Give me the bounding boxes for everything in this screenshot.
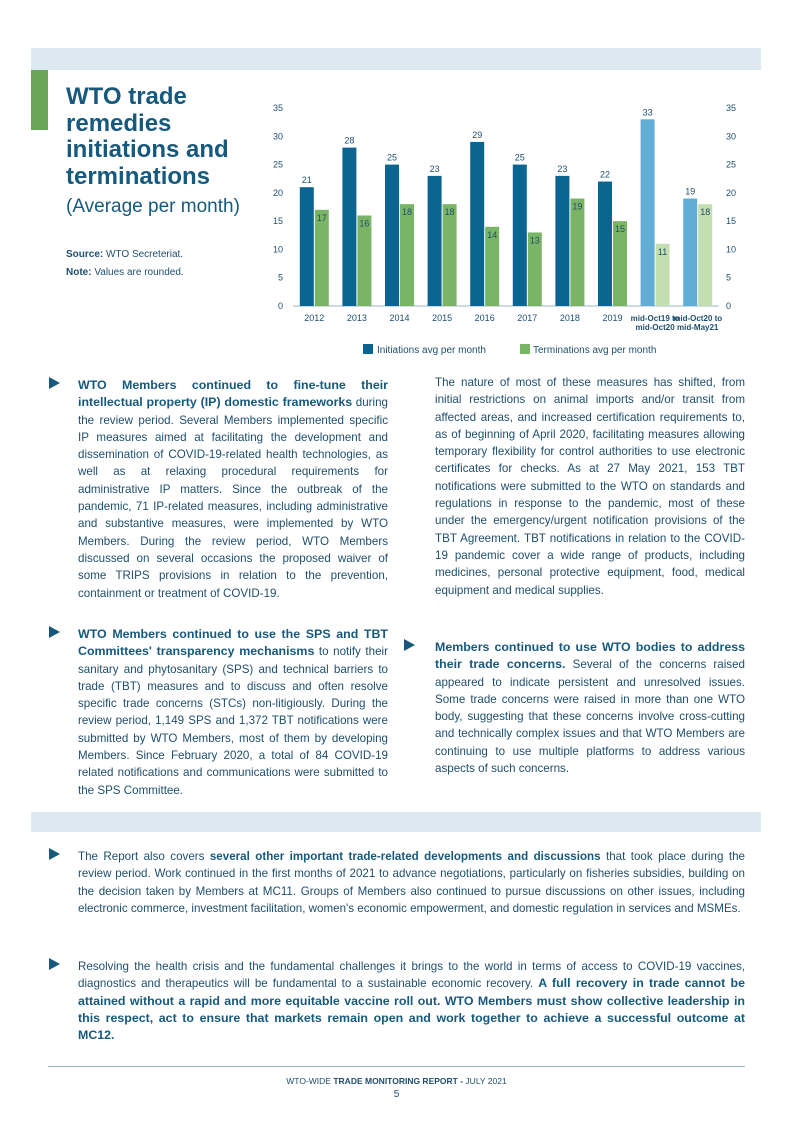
bar-terminations <box>570 199 584 306</box>
data-label-terminations: 13 <box>529 235 540 246</box>
x-tick-label: 2018 <box>559 313 580 323</box>
y-tick-label-left: 15 <box>272 216 283 227</box>
page-number: 5 <box>393 1089 400 1100</box>
y-tick-label-right: 0 <box>726 301 732 311</box>
paragraph-pre: The Report also covers <box>78 850 210 863</box>
x-tick-label: mid-May21 <box>677 323 719 332</box>
data-label-initiations: 23 <box>429 163 440 174</box>
data-label-terminations: 15 <box>614 224 626 235</box>
data-label-terminations: 14 <box>487 229 498 240</box>
bar-initiations <box>513 165 527 306</box>
chart-subtitle: (Average per month) <box>66 196 240 217</box>
values-note <box>66 267 184 278</box>
source-note <box>66 249 183 260</box>
paragraph-other-developments <box>78 848 745 917</box>
bullet-arrow-icon <box>404 639 415 651</box>
bar-initiations <box>598 182 612 306</box>
y-tick-label-right: 10 <box>726 244 737 255</box>
paragraph-body: to notify their sanitary and phytosanitary (SPS) and technical barriers to trade (TBT) measures and to discuss and often resolve specific trade concerns (STCs) non-litigiously. During the review period, 1,149 SPS and 1,372 TBT notifications were submitted by WTO Members, most of them by developing Members. Since February 2020, a total of 84 COVID-19 related notifications and communications were submitted to the SPS Committee. <box>78 645 388 797</box>
paragraph-sps-tbt <box>78 626 388 799</box>
bullet-arrow-icon <box>49 377 60 389</box>
y-tick-label-right: 20 <box>726 187 737 198</box>
paragraph-trade-concerns <box>435 639 745 777</box>
data-label-initiations: 33 <box>642 107 653 118</box>
x-tick-label: 2017 <box>517 313 538 323</box>
note-label: Note: <box>66 267 92 278</box>
footer-suffix: JULY 2021 <box>463 1076 507 1086</box>
data-label-initiations: 21 <box>301 175 312 186</box>
data-label-terminations: 18 <box>401 207 413 218</box>
data-label-terminations: 18 <box>444 207 455 218</box>
data-label-terminations: 17 <box>316 212 327 223</box>
x-tick-label: 2015 <box>432 313 453 323</box>
y-tick-label-right: 30 <box>726 131 737 142</box>
accent-bar <box>31 70 48 130</box>
y-tick-label-left: 10 <box>272 244 283 255</box>
bar-initiations <box>555 176 569 306</box>
bar-chart <box>255 98 755 360</box>
footer-prefix: WTO-WIDE <box>286 1076 334 1086</box>
middle-band <box>31 812 761 832</box>
paragraph-lead: WTO Members continued to fine-tune their intellectual property (IP) domestic frameworks <box>78 378 388 410</box>
legend-swatch-terminations <box>520 344 530 354</box>
paragraph-lead: WTO Members continued to use the SPS and TBT Committees' transparency mechanisms <box>78 627 388 659</box>
bar-initiations <box>342 148 356 306</box>
bar-terminations <box>357 215 371 306</box>
bar-initiations <box>683 199 697 306</box>
data-label-initiations: 25 <box>386 152 398 163</box>
paragraph-post: that took place during the review period. Work continued in the first months of 2021 to advance negotiations, particularly on fisheries subsidies, building on the decision taken by Members at MC11. Groups of Members also continued to pursue discussions on other issues, including electronic commerce, investment facilitation, women's economic empowerment, and domestic regulation in services and MSMEs. <box>78 850 745 915</box>
paragraph-measures-shift <box>435 374 745 599</box>
y-tick-label-left: 0 <box>277 301 283 311</box>
chart-title: WTO trade remedies initiations and terminations <box>66 83 229 190</box>
y-tick-label-left: 35 <box>272 103 283 113</box>
x-tick-label: 2016 <box>474 313 495 323</box>
paragraph-pre: Resolving the health crisis and the fundamental challenges it brings to the world in terms of access to COVID-19 vaccines, diagnostics and therapeutics will be fundamental to a sustainable economic recovery. <box>78 960 745 991</box>
bullet-arrow-icon <box>49 848 60 860</box>
bar-initiations <box>385 165 399 306</box>
x-tick-label: mid-Oct19 to <box>630 314 680 323</box>
legend-label-terminations: Terminations avg per month <box>533 345 657 356</box>
legend-swatch-initiations <box>363 344 373 354</box>
note-text: Values are rounded. <box>94 267 184 278</box>
bar-terminations <box>400 204 414 306</box>
top-band <box>31 48 761 70</box>
data-label-initiations: 25 <box>514 152 525 163</box>
paragraph-body: The nature of most of these measures has shifted, from initial restrictions on animal imports and/or transit from affected areas, and increased certification requirements to, as of beginning of April 2020, facilitating measures allowing temporary flexibility for control authorities to use electronic certificates for checks. As at 27 May 2021, 153 TBT notifications were submitted to the WTO on standards and regulations in response to the pandemic, most of these under the emergency/urgent notification provisions of the TBT Agreement. TBT notifications in relation to the COVID-19 pandemic cover a wide range of products, including medicines, personal protective equipment, food, medical equipment and medical supplies. <box>435 376 745 597</box>
y-tick-label-left: 20 <box>272 187 283 198</box>
data-label-terminations: 18 <box>700 207 711 218</box>
data-label-initiations: 29 <box>472 129 483 140</box>
y-tick-label-right: 5 <box>726 272 732 283</box>
x-tick-label: mid-Oct20 to <box>673 314 723 323</box>
bar-initiations <box>428 176 442 306</box>
paragraph-lead: Members continued to use WTO bodies to address their trade concerns. <box>435 640 745 672</box>
paragraph-strong: several other important trade-related developments and discussions <box>209 850 601 863</box>
bullet-arrow-icon <box>49 626 60 638</box>
data-label-initiations: 19 <box>685 186 696 197</box>
x-tick-label: 2012 <box>304 313 325 323</box>
x-tick-label: mid-Oct20 <box>635 323 675 332</box>
footer-rule <box>48 1066 745 1067</box>
data-label-terminations: 16 <box>359 218 370 229</box>
y-tick-label-right: 25 <box>726 159 737 170</box>
x-tick-label: 2013 <box>346 313 367 323</box>
data-label-terminations: 19 <box>572 201 583 212</box>
paragraph-ip-frameworks <box>78 377 388 602</box>
bar-terminations <box>315 210 329 306</box>
y-tick-label-left: 25 <box>272 159 283 170</box>
source-label: Source: <box>66 249 104 260</box>
bar-initiations <box>470 142 484 306</box>
data-label-initiations: 22 <box>599 169 611 180</box>
y-tick-label-right: 35 <box>726 103 737 113</box>
legend-label-initiations: Initiations avg per month <box>377 345 486 356</box>
y-tick-label-left: 30 <box>272 131 283 142</box>
bullet-arrow-icon <box>49 958 60 970</box>
data-label-initiations: 28 <box>344 135 355 146</box>
paragraph-strong: A full recovery in trade cannot be attained without a rapid and more equitable vaccine roll out. WTO Members must show collective leadership in this respect, act to ensure that markets remain open and work together to achieve a successful outcome at MC12. <box>78 976 745 1043</box>
y-tick-label-left: 5 <box>277 272 283 283</box>
bar-initiations <box>300 187 314 306</box>
bar-terminations <box>698 204 712 306</box>
source-text: WTO Secreteriat. <box>106 249 184 260</box>
paragraph-body: during the review period. Several Members implemented specific IP measures aimed at facilitating the development and dissemination of COVID-19-related health technologies, as well as at relaxing procedural requirements for administrative IP matters. Since the outbreak of the pandemic, 71 IP-related measures, including administrative and substantive measures, were implemented by WTO Members. During the review period, WTO Members discussed on several occasions the proposed waiver of some TRIPS provisions in relation to the prevention, containment or treatment of COVID-19. <box>78 396 388 600</box>
paragraph-health-crisis <box>78 958 745 1044</box>
paragraph-body: Several of the concerns raised appeared to indicate persistent and unresolved issues. Some trade concerns were raised in more than one WTO body, suggesting that these concerns involve cross-cutting and technically complex issues and that WTO Members are continuing to use multiple platforms to address various aspects of such concerns. <box>435 658 746 776</box>
data-label-initiations: 23 <box>557 163 568 174</box>
bar-terminations <box>443 204 457 306</box>
footer-text <box>0 1076 793 1086</box>
x-tick-label: 2014 <box>389 313 410 323</box>
x-tick-label: 2019 <box>602 313 623 323</box>
bar-initiations <box>641 119 655 306</box>
y-tick-label-right: 15 <box>726 216 737 227</box>
data-label-terminations: 11 <box>657 246 668 257</box>
footer-strong: TRADE MONITORING REPORT - <box>333 1076 464 1086</box>
